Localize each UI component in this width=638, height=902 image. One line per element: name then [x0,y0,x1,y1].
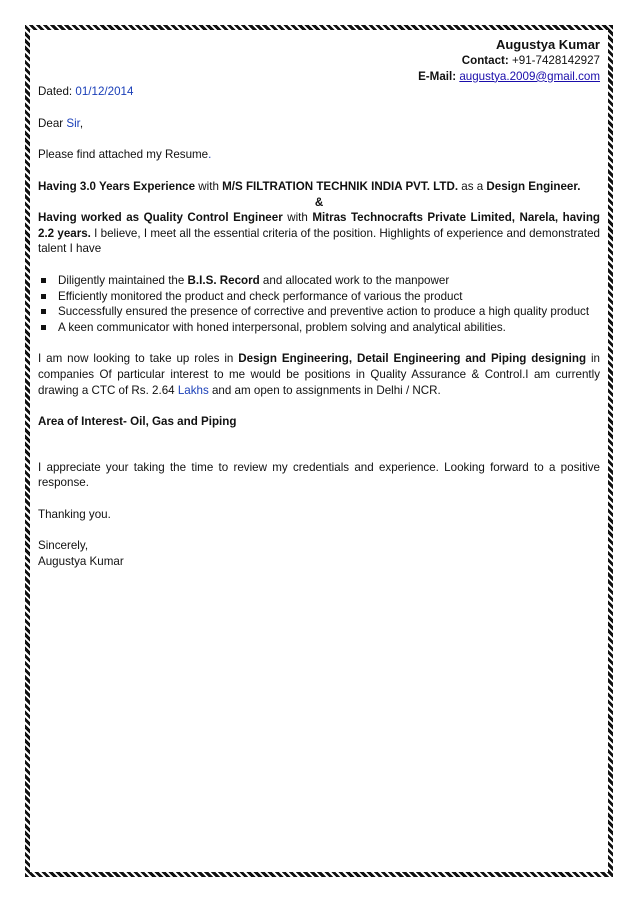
email-line [38,69,600,85]
list-item [38,320,600,336]
experience2-text2: I believe, I meet all the essential criteria of the position. Highlights of experience and demonstrated talent I have [38,226,600,256]
appreciation-paragraph: I appreciate your taking the time to review my credentials and experience. Looking forward to a positive response. [38,460,600,490]
experience1-text2: as a [458,179,487,193]
highlight-text: Efficiently monitored the product and check performance of various the product [58,289,463,303]
list-item [38,304,600,320]
contact-line [38,53,600,69]
experience1-role: Design Engineer. [486,179,581,193]
highlight-text: Successfully ensured the presence of corrective and preventive action to produce a high quality product [58,305,590,319]
intro-end: . [208,148,212,162]
highlight-text: Diligently maintained the [58,273,188,287]
intro-line [38,147,600,163]
experience1-duration: Having 3.0 Years Experience [38,179,196,193]
highlight-text: A keen communicator with honed interpersonal, problem solving and analytical abilities. [58,320,506,334]
sign-off: Sincerely, [38,539,89,553]
salutation-name: Sir [66,116,80,130]
highlight-text-post: and allocated work to the manpower [259,273,450,287]
salutation-prefix: Dear [38,116,67,130]
date-line [38,84,600,100]
experience1-company: M/S FILTRATION TECHNIK INDIA PVT. LTD. [222,179,459,193]
salutation [38,116,600,132]
highlights-list [38,273,600,335]
experience1-text1: with [195,179,223,193]
roles-lakhs: Lakhs [177,383,209,397]
letter-header [38,36,600,84]
date-label: Dated: [38,85,76,99]
email-link[interactable]: augustya.2009@gmail.com [459,69,600,83]
interest-text: Area of Interest- Oil, Gas and Piping [38,415,237,429]
area-of-interest [38,414,600,430]
roles-paragraph [38,351,600,398]
roles-text1: I am now looking to take up roles in [38,352,239,366]
signature-name: Augustya Kumar [38,555,124,569]
highlight-bold: B.I.S. Record [187,273,260,287]
experience2-role: Having worked as Quality Control Engineer [38,211,283,225]
contact-value: +91-7428142927 [508,54,600,67]
date-value: 01/12/2014 [75,85,134,99]
ampersand-separator: & [314,195,324,209]
applicant-name: Augustya Kumar [495,37,600,52]
salutation-suffix: , [79,116,84,130]
email-label: E-Mail: [418,69,457,83]
roles-text2: in companies Of particular interest to me would be positions in Quality Assurance & Control.I am currently drawing a CTC of Rs. 2.64 [38,352,600,397]
cover-letter [38,36,600,570]
roles-text3: and am open to assignments in Delhi / NCR. [208,383,441,397]
roles-areas: Design Engineering, Detail Engineering and Piping designing [238,352,587,366]
intro-text: Please find attached my Resume [38,148,209,162]
list-item [38,289,600,305]
contact-label: Contact: [461,54,509,67]
thanks-line: Thanking you. [38,507,111,521]
list-item [38,273,600,289]
experience2-text1: with [282,211,313,225]
experience-paragraph-1 [38,179,600,195]
experience-paragraph-2 [38,210,600,257]
experience2-company: Mitras Technocrafts Private Limited, Narela, having 2.2 years. [38,211,601,240]
